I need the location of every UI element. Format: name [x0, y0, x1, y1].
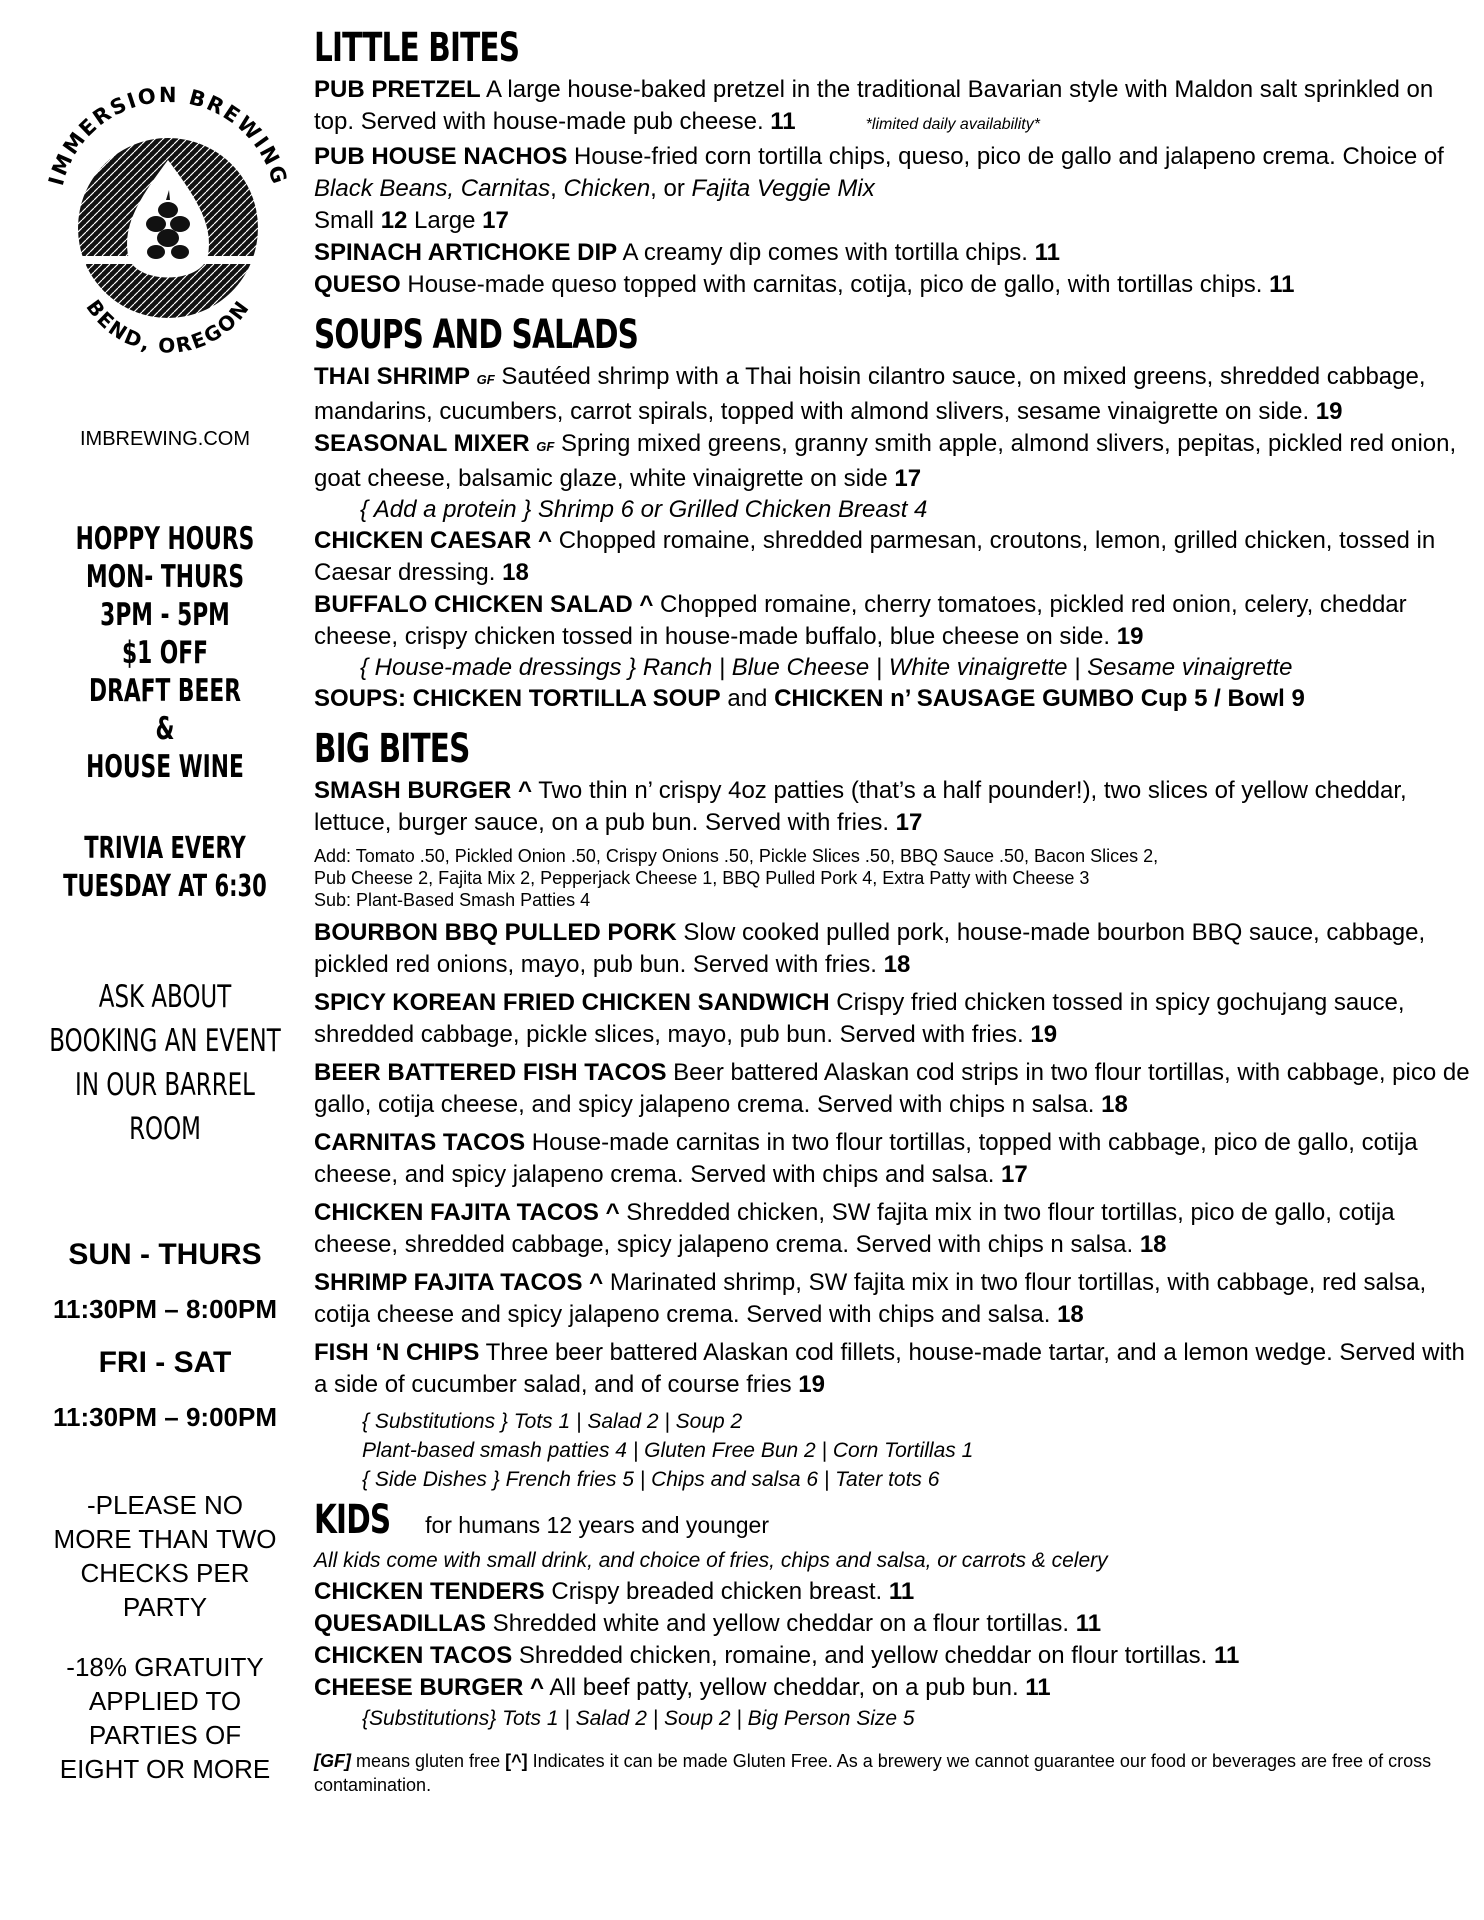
item-price: 18 — [502, 559, 529, 586]
burger-addons — [314, 845, 1474, 911]
checks-line: CHECKS PER — [80, 1558, 250, 1588]
menu-item-chicken-tenders — [314, 1576, 1474, 1608]
booking-line: ASK ABOUT — [98, 979, 232, 1015]
item-desc: Spring mixed greens, granny smith apple, almond slivers, pepitas, pickled red onion, goat cheese, balsamic glaze, white vinaigrette on side — [314, 430, 1457, 492]
item-desc: Beer battered Alaskan cod strips in two flour tortillas, with cabbage, pico de gallo, cotija cheese, and spicy jalapeno crema. Served with chips n salsa. — [314, 1059, 1470, 1118]
item-name: CARNITAS TACOS — [314, 1129, 526, 1156]
item-desc: Crispy fried chicken tossed in spicy gochujang sauce, shredded cabbage, pickle slices, mayo, pub bun. Served with fries. — [314, 989, 1405, 1048]
gf-key-text: means gluten free — [350, 1751, 506, 1771]
hoppy-hours-line: DRAFT BEER — [88, 673, 241, 709]
allergen-footer — [314, 1749, 1474, 1797]
trivia-block — [36, 830, 293, 906]
item-price: 11 — [1269, 271, 1295, 298]
size-label: Large — [407, 207, 483, 234]
menu-item-shrimp-fajita-tacos — [314, 1267, 1474, 1331]
item-name: SOUPS: CHICKEN TORTILLA SOUP — [314, 685, 721, 712]
item-price: 11 — [770, 108, 796, 135]
item-name: SHRIMP FAJITA TACOS ^ — [314, 1269, 604, 1296]
logo-top-text: IMMERSION BREWING — [44, 82, 293, 189]
item-price: 17 — [895, 809, 923, 836]
item-name: FISH ‘N CHIPS — [314, 1339, 480, 1366]
item-price: 11 — [888, 1578, 915, 1605]
website-link[interactable]: IMBREWING.COM — [80, 428, 250, 450]
item-desc: Sautéed shrimp with a Thai hoisin cilantro sauce, on mixed greens, shredded cabbage, mandarins, cucumbers, carrot spirals, topped with almond slivers, sesame vinaigrette on side. — [314, 363, 1426, 425]
hours-fri-sat-days: FRI - SAT — [98, 1346, 232, 1379]
addon-line: Sub: Plant-Based Smash Patties 4 — [314, 890, 591, 910]
addon-line: Pub Cheese 2, Fajita Mix 2, Pepperjack Cheese 1, BBQ Pulled Pork 4, Extra Patty with Cheese 3 — [314, 868, 1090, 888]
item-name: PUB HOUSE NACHOS — [314, 143, 568, 170]
item-desc: and — [720, 685, 775, 712]
menu-item-chicken-fajita-tacos — [314, 1197, 1474, 1261]
trivia-line: TUESDAY AT 6:30 — [63, 869, 267, 904]
hoppy-hours-line: & — [155, 711, 175, 747]
substitution-line: { Side Dishes } French fries 5 | Chips and salsa 6 | Tater tots 6 — [362, 1468, 940, 1491]
item-name: QUESO — [314, 271, 401, 298]
substitution-line: Plant-based smash patties 4 | Gluten Free Bun 2 | Corn Tortillas 1 — [362, 1439, 974, 1462]
item-name: THAI SHRIMP — [314, 363, 470, 390]
item-desc: Chopped romaine, shredded parmesan, croutons, lemon, grilled chicken, tossed in Caesar dressing. — [314, 527, 1436, 586]
item-option: Chicken — [563, 175, 651, 202]
item-name: CHICKEN n’ SAUSAGE GUMBO Cup 5 / Bowl 9 — [774, 685, 1305, 712]
item-name: SPICY KOREAN FRIED CHICKEN SANDWICH — [314, 989, 830, 1016]
substitution-line: { Substitutions } Tots 1 | Salad 2 | Soup 2 — [362, 1410, 743, 1433]
item-desc: Shredded white and yellow cheddar on a flour tortillas. — [486, 1610, 1076, 1637]
hoppy-hours-line: $1 OFF — [121, 635, 209, 671]
item-option: Black Beans, Carnitas — [314, 175, 551, 202]
section-title-little-bites: LITTLE BITES — [314, 25, 520, 71]
item-price: 19 — [1315, 398, 1343, 425]
size-label: Small — [314, 207, 381, 234]
menu-item-quesadillas — [314, 1608, 1474, 1640]
item-price: 19 — [1030, 1021, 1058, 1048]
add-protein-note: { Add a protein } Shrimp 6 or Grilled Chicken Breast 4 — [360, 496, 928, 523]
item-price: 17 — [482, 207, 509, 234]
hours-sun-thurs-time: 11:30PM – 8:00PM — [52, 1294, 277, 1324]
item-desc: Two thin n’ crispy 4oz patties (that’s a half pounder!), two slices of yellow cheddar, lettuce, burger sauce, on a pub bun. Served with fries. — [314, 777, 1407, 836]
menu-item-pub-pretzel — [314, 74, 1474, 141]
availability-note: *limited daily availability* — [865, 116, 1040, 133]
caret-key-text: Indicates it can be made Gluten Free. As a brewery we cannot guarantee our food or beverages are free of cross contamination. — [314, 1751, 1432, 1795]
section-title-kids: KIDS — [314, 1497, 391, 1543]
addon-line: Add: Tomato .50, Pickled Onion .50, Crispy Onions .50, Pickle Slices .50, BBQ Sauce .50, Bacon Slices 2, — [314, 846, 1159, 866]
dressings-note: { House-made dressings } Ranch | Blue Cheese | White vinaigrette | Sesame vinaigrette — [360, 654, 1293, 681]
menu-item-fish-n-chips — [314, 1337, 1474, 1401]
item-name: BEER BATTERED FISH TACOS — [314, 1059, 667, 1086]
menu-item-seasonal-mixer — [314, 428, 1474, 495]
item-separator: , or — [650, 175, 692, 202]
item-price: 18 — [1057, 1301, 1084, 1328]
menu-item-buffalo-chicken-salad — [314, 589, 1474, 653]
gratuity-line: EIGHT OR MORE — [59, 1754, 271, 1784]
item-desc: House-made carnitas in two flour tortillas, topped with cabbage, pico de gallo, cotija cheese, and spicy jalapeno crema. Served with chips and salsa. — [314, 1129, 1418, 1188]
item-option: Fajita Veggie Mix — [691, 175, 875, 202]
item-name: CHICKEN TACOS — [314, 1642, 513, 1669]
checks-line: MORE THAN TWO — [53, 1524, 277, 1554]
booking-block — [43, 975, 287, 1151]
item-price: 11 — [1034, 239, 1061, 266]
booking-line: IN OUR BARREL — [75, 1067, 255, 1103]
gf-key: [GF] — [314, 1751, 351, 1771]
item-name: CHICKEN TENDERS — [314, 1578, 545, 1605]
item-price: 18 — [1101, 1091, 1128, 1118]
item-price: 19 — [798, 1371, 825, 1398]
hoppy-hours-line: 3PM - 5PM — [100, 597, 230, 633]
item-price: 17 — [894, 465, 922, 492]
item-name: SMASH BURGER ^ — [314, 777, 533, 804]
checks-line: -PLEASE NO — [86, 1490, 244, 1520]
gluten-free-badge: GF — [536, 439, 555, 454]
booking-line: ROOM — [129, 1111, 201, 1147]
gluten-free-badge: GF — [476, 372, 495, 387]
substitutions-list — [314, 1407, 1474, 1494]
item-name: SEASONAL MIXER — [314, 430, 530, 457]
hours-fri-sat-time: 11:30PM – 9:00PM — [52, 1402, 277, 1432]
trivia-line: TRIVIA EVERY — [84, 831, 246, 866]
item-desc: House-fried corn tortilla chips, queso, pico de gallo and jalapeno crema. Choice of — [567, 143, 1444, 170]
caret-key: [^] — [505, 1751, 528, 1771]
kids-subtitle: for humans 12 years and younger — [425, 1512, 770, 1538]
item-price: 11 — [1075, 1610, 1102, 1637]
item-desc: Crispy breaded chicken breast. — [544, 1578, 889, 1605]
menu — [314, 22, 1474, 1797]
item-separator: , — [550, 175, 564, 202]
item-price: 18 — [883, 951, 911, 978]
logo-bottom-text: BEND, OREGON — [81, 295, 255, 358]
item-desc: Marinated shrimp, SW fajita mix in two flour tortillas, with cabbage, red salsa, cotija cheese and spicy jalapeno crema. Served with chips and salsa. — [314, 1269, 1427, 1328]
item-name: CHEESE BURGER ^ — [314, 1674, 545, 1701]
menu-item-pub-house-nachos — [314, 141, 1474, 237]
item-price: 19 — [1116, 623, 1144, 650]
menu-item-chicken-caesar — [314, 525, 1474, 589]
gratuity-line: -18% GRATUITY — [66, 1652, 264, 1682]
booking-line: BOOKING AN EVENT — [49, 1023, 281, 1059]
item-desc: House-made queso topped with carnitas, cotija, pico de gallo, with tortillas chips. — [400, 271, 1270, 298]
item-name: BOURBON BBQ PULLED PORK — [314, 919, 677, 946]
item-name: CHICKEN CAESAR ^ — [314, 527, 553, 554]
kids-substitutions: {Substitutions} Tots 1 | Salad 2 | Soup 2 | Big Person Size 5 — [362, 1707, 915, 1730]
item-price: 17 — [1001, 1161, 1028, 1188]
menu-item-bourbon-bbq-pulled-pork — [314, 917, 1474, 981]
gratuity-line: PARTIES OF — [88, 1720, 242, 1750]
checks-line: PARTY — [122, 1592, 208, 1622]
item-price: 12 — [380, 207, 408, 234]
menu-item-cheese-burger — [314, 1672, 1474, 1704]
immersion-brewing-logo — [38, 60, 298, 370]
kids-note: All kids come with small drink, and choice of fries, chips and salsa, or carrots & celery — [314, 1549, 1108, 1572]
item-name: SPINACH ARTICHOKE DIP — [314, 239, 618, 266]
item-desc: Shredded chicken, romaine, and yellow cheddar on flour tortillas. — [512, 1642, 1214, 1669]
item-name: CHICKEN FAJITA TACOS ^ — [314, 1199, 620, 1226]
item-name: BUFFALO CHICKEN SALAD ^ — [314, 591, 654, 618]
section-title-big-bites: BIG BITES — [314, 726, 470, 772]
item-desc: Slow cooked pulled pork, house-made bourbon BBQ sauce, cabbage, pickled red onions, mayo, pub bun. Served with fries. — [314, 919, 1426, 978]
kids-header — [314, 1494, 1474, 1546]
hoppy-hours-line: HOPPY HOURS — [75, 521, 255, 557]
hoppy-hours-line: MON- THURS — [85, 559, 245, 595]
menu-item-chicken-tacos — [314, 1640, 1474, 1672]
gratuity-line: APPLIED TO — [88, 1686, 242, 1716]
checks-policy — [0, 1488, 330, 1624]
item-desc: A creamy dip comes with tortilla chips. — [617, 239, 1035, 266]
hours-sun-thurs-days: SUN - THURS — [68, 1238, 262, 1271]
item-price: 11 — [1025, 1674, 1051, 1701]
item-price: 11 — [1213, 1642, 1240, 1669]
menu-item-beer-battered-fish-tacos — [314, 1057, 1474, 1121]
menu-item-smash-burger — [314, 775, 1474, 839]
menu-item-spinach-artichoke-dip — [314, 237, 1474, 269]
menu-item-carnitas-tacos — [314, 1127, 1474, 1191]
menu-item-spicy-korean-fried-chicken — [314, 987, 1474, 1051]
item-desc: All beef patty, yellow cheddar, on a pub bun. — [544, 1674, 1026, 1701]
item-desc: A large house-baked pretzel in the traditional Bavarian style with Maldon salt sprinkled on top. Served with house-made pub cheese. — [314, 76, 1434, 135]
item-name: QUESADILLAS — [314, 1610, 487, 1637]
menu-item-thai-shrimp — [314, 361, 1474, 428]
hoppy-hours-block — [36, 520, 293, 786]
menu-item-soups — [314, 683, 1474, 715]
item-desc: Three beer battered Alaskan cod fillets, house-made tartar, and a lemon wedge. Served with a side of cucumber salad, and of course fries — [314, 1339, 1465, 1398]
menu-item-queso — [314, 269, 1474, 301]
item-desc: Chopped romaine, cherry tomatoes, pickled red onion, celery, cheddar cheese, crispy chicken tossed in house-made buffalo, blue cheese on side. — [314, 591, 1407, 650]
section-title-soups-salads: SOUPS AND SALADS — [314, 312, 639, 358]
hoppy-hours-line: HOUSE WINE — [86, 749, 244, 785]
item-desc: Shredded chicken, SW fajita mix in two flour tortillas, pico de gallo, cotija cheese, shredded cabbage, spicy jalapeno crema. Served with chips n salsa. — [314, 1199, 1395, 1258]
item-price: 18 — [1139, 1231, 1167, 1258]
item-name: PUB PRETZEL — [314, 76, 481, 103]
gratuity-policy — [0, 1650, 330, 1786]
sidebar — [0, 0, 330, 1920]
